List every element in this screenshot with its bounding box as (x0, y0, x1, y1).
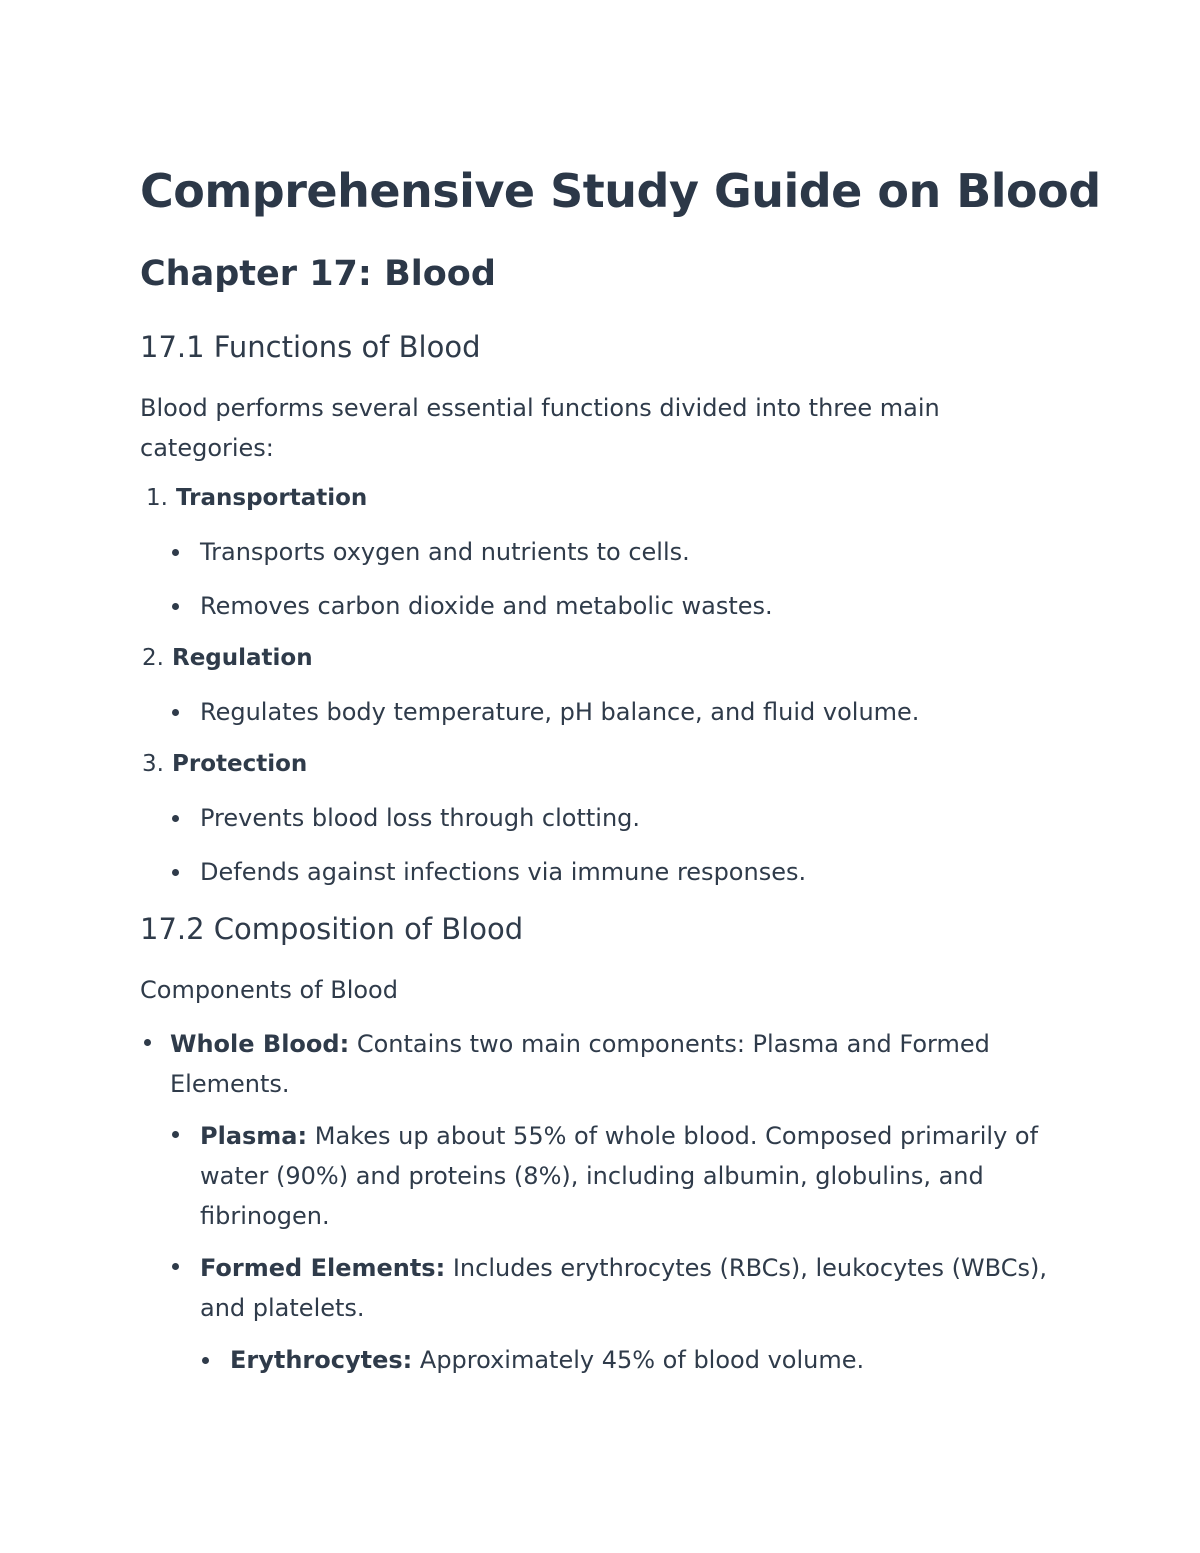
list-item-plasma (200, 1116, 1060, 1236)
item-number: 1. (146, 485, 168, 511)
section-intro-paragraph: Blood performs several essential functions divided into three main categories: (140, 394, 940, 462)
term-description: Includes erythrocytes (RBCs), leukocytes (WBCs), and platelets. (200, 1254, 1047, 1322)
list-item: Regulates body temperature, pH balance, and fluid volume. (200, 698, 920, 726)
bullet-dot (172, 709, 179, 716)
bullet-dot (172, 815, 179, 822)
list-item: Prevents blood loss through clotting. (200, 804, 641, 832)
term-description: Approximately 45% of blood volume. (419, 1346, 865, 1374)
page-title: Comprehensive Study Guide on Blood (140, 164, 1101, 218)
term-label: Whole Blood: (170, 1030, 350, 1058)
term-label: Formed Elements: (200, 1254, 446, 1282)
list-item-formed-elements (200, 1248, 1070, 1328)
bullet-dot (172, 1131, 179, 1138)
bullet-dot (172, 603, 179, 610)
item-label: Transportation (176, 485, 368, 511)
term-label: Erythrocytes: (230, 1346, 413, 1374)
list-item: Removes carbon dioxide and metabolic wastes. (200, 592, 773, 620)
list-item-whole-blood (170, 1024, 1030, 1104)
bullet-dot (172, 869, 179, 876)
list-item: Transports oxygen and nutrients to cells. (200, 538, 690, 566)
list-item: Defends against infections via immune responses. (200, 858, 807, 886)
item-label: Protection (172, 751, 308, 777)
item-label: Regulation (172, 645, 313, 671)
subsection-heading: Components of Blood (140, 976, 398, 1004)
bullet-dot (172, 1263, 179, 1270)
term-description: Makes up about 55% of whole blood. Composed primarily of water (90%) and proteins (8%), including albumin, globulins, and fibrinogen. (200, 1122, 1039, 1230)
bullet-dot (144, 1039, 151, 1046)
numbered-item-transportation (146, 485, 367, 511)
numbered-item-protection (142, 751, 307, 777)
section-heading-composition: 17.2 Composition of Blood (140, 912, 524, 946)
numbered-item-regulation (142, 645, 313, 671)
term-label: Plasma: (200, 1122, 308, 1150)
bullet-dot (202, 1357, 209, 1364)
bullet-dot (172, 549, 179, 556)
section-heading-functions: 17.1 Functions of Blood (140, 330, 481, 364)
item-number: 3. (142, 751, 164, 777)
list-item-erythrocytes (230, 1346, 864, 1374)
term-description: Contains two main components: Plasma and Formed Elements. (170, 1030, 990, 1098)
chapter-heading: Chapter 17: Blood (140, 254, 496, 294)
item-number: 2. (142, 645, 164, 671)
